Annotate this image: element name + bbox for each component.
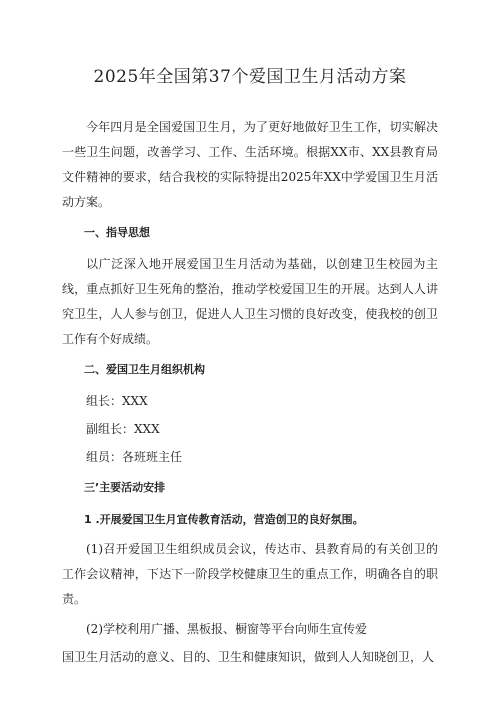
activity-subsection-1-title: 1 .开展爱国卫生月宣传教育活动，营造创卫的良好氛围。: [84, 513, 364, 526]
section-guiding-ideology-heading: 一、指导思想: [84, 226, 150, 239]
organization-leader: 组长：XXX: [86, 394, 148, 408]
activity-paragraph-1: (1)召开爱国卫生组织成员会议，传达市、县教育局的有关创卫的工作会议精神，下达下一阶段学校健康卫生的重点工作，明确各自的职责。: [62, 542, 438, 606]
activity-paragraph-3: 国卫生月活动的意义、目的、卫生和健康知识，做到人人知晓创卫，人: [62, 650, 435, 664]
guiding-ideology-paragraph: 以广泛深入地开展爱国卫生月活动为基础，以创建卫生校园为主线，重点抓好卫生死角的整治，推动学校爱国卫生的开展。达到人人讲究卫生，人人参与创卫，促进人人卫生习惯的良好改变，使我校的创卫工作有个好成绩。: [62, 257, 438, 346]
document-title: 2025年全国第37个爱国卫生月活动方案: [93, 67, 407, 87]
section-activities-heading: 三’主要活动安排: [84, 481, 166, 494]
organization-deputy-leader: 副组长：XXX: [86, 422, 160, 436]
document-body: [62, 115, 438, 675]
organization-members: 组员：各班班主任: [86, 450, 183, 464]
section-organization-heading: 二、爱国卫生月组织机构: [84, 363, 205, 376]
intro-paragraph: 今年四月是全国爱国卫生月，为了更好地做好卫生工作，切实解决一些卫生问题，改善学习、工作、生活环境。根据XX市、XX县教育局文件精神的要求，结合我校的实际特提出2025年XX中学爱国卫生月活动方案。: [62, 120, 438, 209]
activity-paragraph-2: (2)学校利用广播、黑板报、橱窗等平台向师生宣传爱: [86, 622, 368, 636]
